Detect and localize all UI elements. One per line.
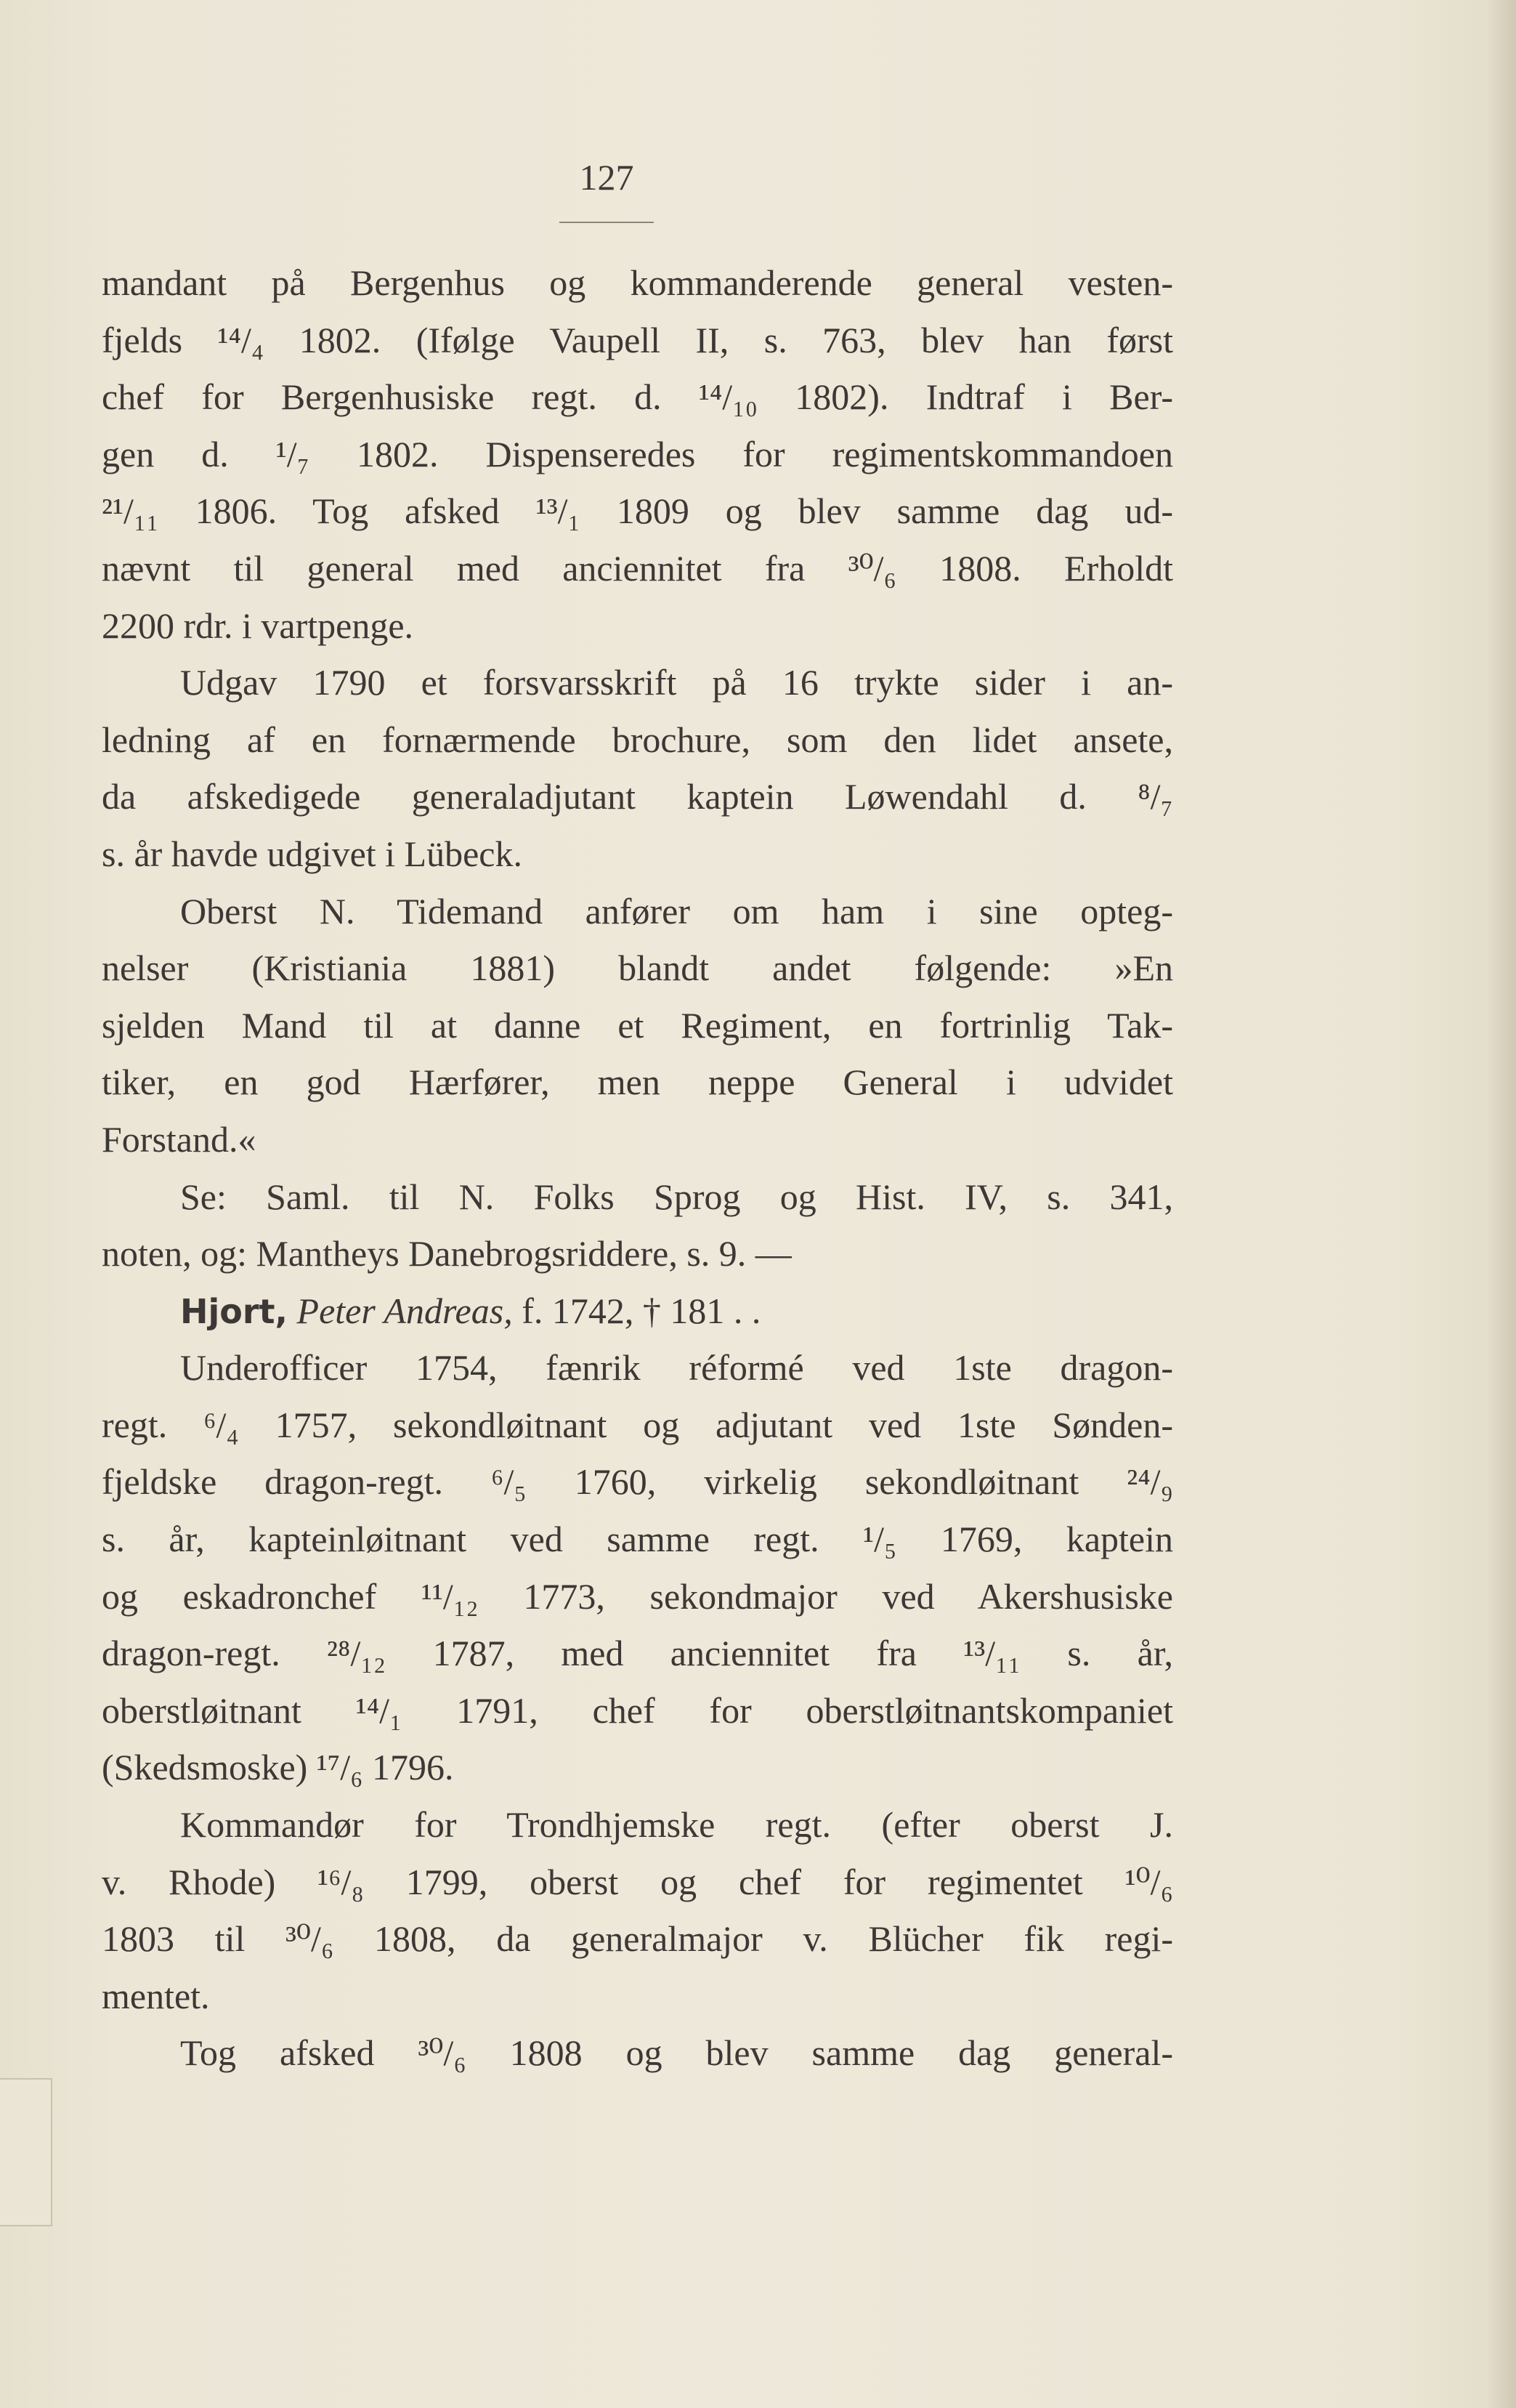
text-line: fjeldske dragon-regt. ⁶/₅ 1760, virkelig sekondløitnant ²⁴/₉ — [102, 1461, 1173, 1503]
text-line: da afskedigede generaladjutant kaptein Løwendahl d. ⁸/₇ — [102, 776, 1173, 817]
text-line: s. år, kapteinløitnant ved samme regt. ¹/₅ 1769, kaptein — [102, 1519, 1173, 1560]
text-line: Forstand.« — [102, 1118, 256, 1160]
text-line: Tog afsked ³⁰/₆ 1808 og blev samme dag general- — [180, 2032, 1173, 2074]
body-text — [102, 254, 1173, 2082]
text-line: Kommandør for Trondhjemske regt. (efter oberst J. — [180, 1804, 1173, 1846]
text-line: noten, og: Mantheys Danebrogsriddere, s. 9. — — [102, 1233, 792, 1274]
text-line: Oberst N. Tidemand anfører om ham i sine opteg- — [180, 890, 1173, 932]
text-line: tiker, en god Hærfører, men neppe General i udvidet — [102, 1062, 1173, 1103]
paragraphs-after-entry — [102, 1339, 1173, 2082]
text-line: s. år havde udgivet i Lübeck. — [102, 833, 522, 874]
text-line: gen d. ¹/₇ 1802. Dispenseredes for regimentskommandoen — [102, 433, 1173, 474]
text-line: mandant på Bergenhus og kommanderende general vesten- — [102, 262, 1173, 303]
text-line: chef for Bergenhusiske regt. d. ¹⁴/₁₀ 1802). Indtraf i Ber- — [102, 376, 1173, 418]
text-line: mentet. — [102, 1975, 210, 2016]
text-line: Udgav 1790 et forsvarsskrift på 16 trykte sider i an- — [180, 662, 1173, 703]
text-line: Se: Saml. til N. Folks Sprog og Hist. IV, s. 341, — [180, 1176, 1173, 1217]
text-line: (Skedsmoske) ¹⁷/₆ 1796. — [102, 1747, 454, 1788]
text-line: oberstløitnant ¹⁴/₁ 1791, chef for oberstløitnantskompaniet — [102, 1689, 1173, 1731]
biography-entry-heading — [102, 1282, 1173, 1340]
text-line: regt. ⁶/₄ 1757, sekondløitnant og adjutant ved 1ste Sønden- — [102, 1404, 1173, 1445]
page-edge-shadow — [1487, 0, 1516, 2408]
page-number-rule — [559, 222, 654, 223]
entry-dates: f. 1742, † 181 . . — [522, 1290, 761, 1331]
text-line: v. Rhode) ¹⁶/₈ 1799, oberst og chef for regimentet ¹⁰/₆ — [102, 1861, 1173, 1902]
text-line: 1803 til ³⁰/₆ 1808, da generalmajor v. Blücher fik regi- — [102, 1918, 1173, 1960]
text-line: ledning af en fornærmende brochure, som den lidet ansete, — [102, 719, 1173, 760]
page-tab-mark — [0, 2078, 52, 2226]
text-line: nelser (Kristiania 1881) blandt andet følgende: »En — [102, 948, 1173, 989]
text-line: sjelden Mand til at danne et Regiment, en fortrinlig Tak- — [102, 1004, 1173, 1046]
page-number: 127 — [579, 157, 634, 198]
text-line: og eskadronchef ¹¹/₁₂ 1773, sekondmajor ved Akershusiske — [102, 1575, 1173, 1617]
text-line: fjelds ¹⁴/₄ 1802. (Ifølge Vaupell II, s. 763, blev han først — [102, 319, 1173, 360]
entry-surname: Hjort, — [180, 1291, 288, 1331]
text-line: dragon-regt. ²⁸/₁₂ 1787, med anciennitet fra ¹³/₁₁ s. år, — [102, 1633, 1173, 1674]
entry-given-names: Peter Andreas, — [296, 1290, 513, 1331]
text-line: Underofficer 1754, fænrik réformé ved 1ste dragon- — [180, 1347, 1173, 1389]
text-line: ²¹/₁₁ 1806. Tog afsked ¹³/₁ 1809 og blev samme dag ud- — [102, 490, 1173, 532]
text-line: 2200 rdr. i vartpenge. — [102, 605, 414, 646]
text-line: nævnt til general med anciennitet fra ³⁰/₆ 1808. Erholdt — [102, 547, 1173, 589]
paragraphs-before-entry — [102, 254, 1173, 1282]
